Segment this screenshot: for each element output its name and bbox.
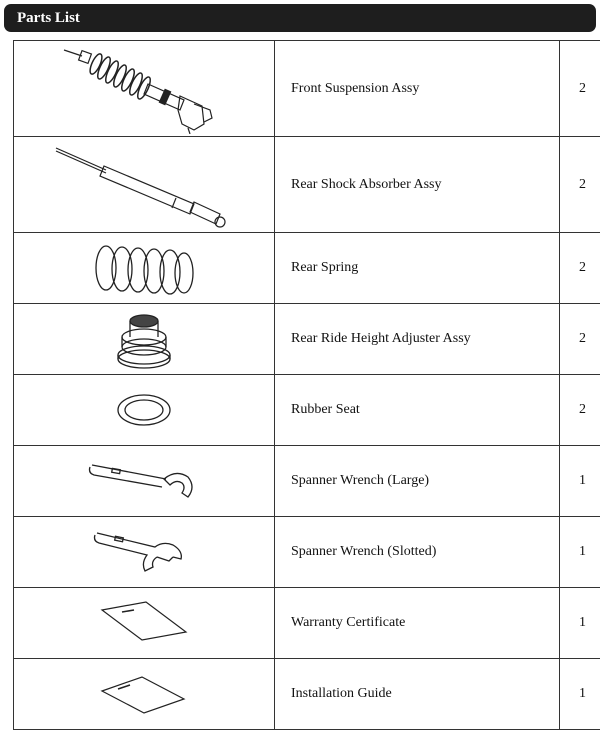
table-row bbox=[14, 233, 600, 304]
part-name: Rear Ride Height Adjuster Assy bbox=[275, 304, 560, 375]
part-image-cell bbox=[14, 304, 275, 375]
part-image-cell bbox=[14, 517, 275, 588]
part-quantity: 2 bbox=[560, 304, 600, 375]
part-quantity: 1 bbox=[560, 659, 600, 730]
part-image-cell bbox=[14, 375, 275, 446]
table-row bbox=[14, 446, 600, 517]
front-suspension-icon bbox=[44, 44, 244, 134]
part-name: Installation Guide bbox=[275, 659, 560, 730]
part-image-cell bbox=[14, 446, 275, 517]
part-quantity: 1 bbox=[560, 588, 600, 659]
table-row bbox=[14, 304, 600, 375]
parts-list-title: Parts List bbox=[17, 10, 80, 26]
spanner-wrench-large-icon bbox=[84, 459, 204, 503]
part-name: Spanner Wrench (Large) bbox=[275, 446, 560, 517]
table-row bbox=[14, 41, 600, 137]
warranty-certificate-icon bbox=[94, 598, 194, 648]
part-image-cell bbox=[14, 137, 275, 233]
rear-spring-icon bbox=[84, 238, 204, 298]
rear-shock-absorber-icon bbox=[44, 140, 244, 230]
part-image-cell bbox=[14, 233, 275, 304]
part-name: Front Suspension Assy bbox=[275, 41, 560, 137]
spanner-wrench-slotted-icon bbox=[89, 527, 199, 577]
part-quantity: 2 bbox=[560, 375, 600, 446]
part-quantity: 2 bbox=[560, 233, 600, 304]
ride-height-adjuster-icon bbox=[104, 307, 184, 371]
part-name: Rear Spring bbox=[275, 233, 560, 304]
part-name: Rubber Seat bbox=[275, 375, 560, 446]
part-name: Rear Shock Absorber Assy bbox=[275, 137, 560, 233]
table-row bbox=[14, 375, 600, 446]
parts-list-header bbox=[4, 4, 596, 32]
part-quantity: 1 bbox=[560, 517, 600, 588]
part-name: Spanner Wrench (Slotted) bbox=[275, 517, 560, 588]
part-name: Warranty Certificate bbox=[275, 588, 560, 659]
part-quantity: 2 bbox=[560, 41, 600, 137]
part-image-cell bbox=[14, 659, 275, 730]
part-image-cell bbox=[14, 41, 275, 137]
parts-table bbox=[13, 40, 600, 730]
table-row bbox=[14, 588, 600, 659]
part-image-cell bbox=[14, 588, 275, 659]
part-quantity: 2 bbox=[560, 137, 600, 233]
rubber-seat-icon bbox=[109, 388, 179, 432]
installation-guide-icon bbox=[94, 669, 194, 719]
part-quantity: 1 bbox=[560, 446, 600, 517]
table-row bbox=[14, 137, 600, 233]
table-row bbox=[14, 659, 600, 730]
table-row bbox=[14, 517, 600, 588]
